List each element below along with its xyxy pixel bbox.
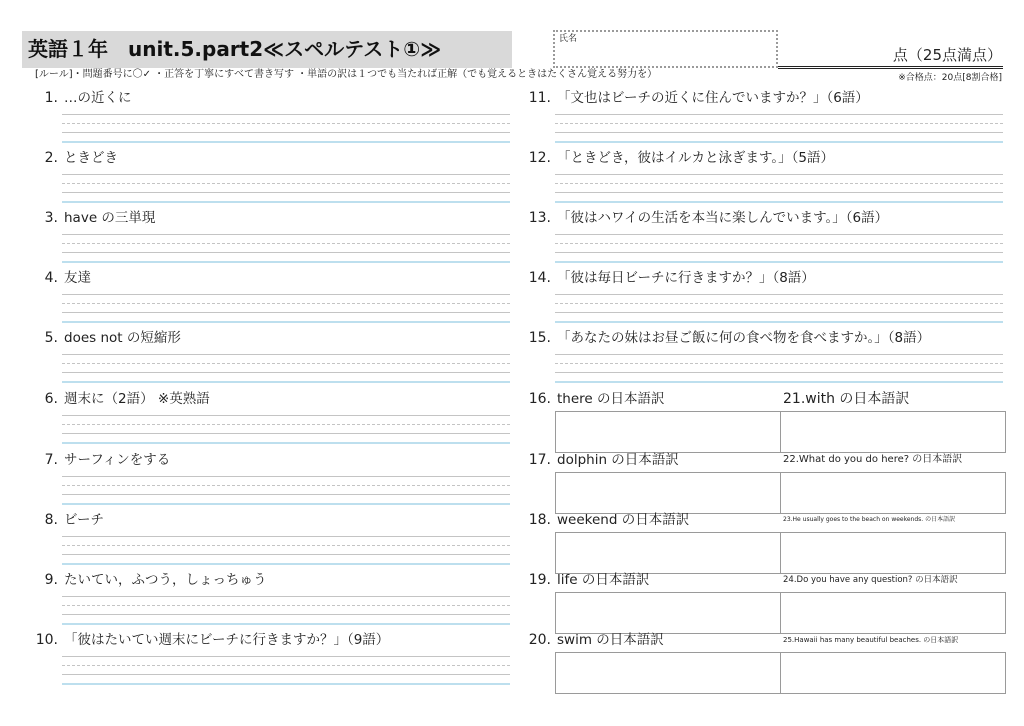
question-text: サーフィンをする <box>64 452 171 468</box>
answer-box-21 <box>780 411 1006 453</box>
question-number: 7. <box>44 452 58 468</box>
translation-row-16-21 <box>521 389 1005 453</box>
question-text: 「ときどき，彼はイルカと泳ぎます。」（5語） <box>557 150 834 166</box>
question-number: 23. <box>783 516 793 523</box>
question-text: Do you have any question? の日本語訳 <box>796 575 958 585</box>
question-text: Hawaii has many beautiful beaches. の日本語訳 <box>794 636 959 644</box>
question-text: have の三単現 <box>64 210 156 226</box>
answer-box-23 <box>780 532 1006 574</box>
writing-lines <box>555 174 1003 193</box>
question-number: 22. <box>783 454 799 465</box>
answer-box-18 <box>555 532 781 574</box>
writing-lines <box>62 476 510 495</box>
question-number: 21. <box>783 391 806 407</box>
question-text: 「彼はハワイの生活を本当に楽しんでいます。」（6語） <box>557 210 889 226</box>
question-22-label <box>783 450 1005 470</box>
question-1 <box>28 88 510 148</box>
writing-lines <box>62 596 510 615</box>
question-text: does not の短縮形 <box>64 330 181 346</box>
question-5 <box>28 328 510 388</box>
translation-row-20-25 <box>521 630 1005 694</box>
question-25-label <box>783 630 1005 650</box>
question-number: 17. <box>528 452 551 468</box>
question-number: 4. <box>44 270 58 286</box>
score-label: 点（25点満点） <box>892 46 1002 64</box>
name-label: 氏名 <box>559 34 578 44</box>
question-21-label <box>783 389 1005 409</box>
question-3 <box>28 208 510 268</box>
answer-box-25 <box>780 652 1006 694</box>
question-number: 8. <box>44 512 58 528</box>
writing-lines <box>62 656 510 675</box>
writing-lines <box>62 174 510 193</box>
question-text: He usually goes to the beach on weekends. の日本語訳 <box>792 516 956 523</box>
writing-lines <box>555 234 1003 253</box>
question-12 <box>521 148 1003 208</box>
question-4 <box>28 268 510 328</box>
answer-box-20 <box>555 652 781 694</box>
question-15 <box>521 328 1003 388</box>
question-number: 16. <box>528 391 551 407</box>
answer-box-24 <box>780 592 1006 634</box>
answer-box-17 <box>555 472 781 514</box>
question-text: 週末に（2語） ※英熟語 <box>64 391 210 407</box>
question-text: 友達 <box>64 270 91 286</box>
question-13 <box>521 208 1003 268</box>
writing-lines <box>555 114 1003 133</box>
question-6 <box>28 389 510 449</box>
question-number: 1. <box>44 90 58 106</box>
question-text: 「彼は毎日ビーチに行きますか？」（8語） <box>557 270 815 286</box>
writing-lines <box>62 415 510 434</box>
writing-lines <box>555 294 1003 313</box>
question-number: 18. <box>528 512 551 528</box>
answer-box-16 <box>555 411 781 453</box>
question-number: 19. <box>528 572 551 588</box>
question-text: swim の日本語訳 <box>557 632 664 648</box>
question-number: 9. <box>44 572 58 588</box>
question-8 <box>28 510 510 570</box>
question-7 <box>28 450 510 510</box>
question-text: with の日本語訳 <box>805 391 910 407</box>
question-text: 「あなたの妹はお昼ご飯に何の食べ物を食べますか。」（8語） <box>557 330 931 346</box>
question-text: 「文也はビーチの近くに住んでいますか？」（6語） <box>557 90 869 106</box>
question-number: 3. <box>44 210 58 226</box>
pass-note: ※合格点：20点[8割合格] <box>898 73 1002 83</box>
translation-row-18-23 <box>521 510 1005 574</box>
question-2 <box>28 148 510 208</box>
question-9 <box>28 570 510 630</box>
question-number: 13. <box>528 210 551 226</box>
question-text: What do you do here? の日本語訳 <box>798 454 963 465</box>
question-text: dolphin の日本語訳 <box>557 452 679 468</box>
question-number: 14. <box>528 270 551 286</box>
writing-lines <box>62 354 510 373</box>
question-10 <box>28 630 510 690</box>
question-number: 25. <box>783 636 795 644</box>
question-number: 5. <box>44 330 58 346</box>
question-number: 6. <box>44 391 58 407</box>
question-text: there の日本語訳 <box>557 391 665 407</box>
translation-row-17-22 <box>521 450 1005 514</box>
question-number: 2. <box>44 150 58 166</box>
question-text: 「彼はたいてい週末にビーチに行きますか？」（9語） <box>64 632 390 648</box>
name-field-box <box>553 30 778 68</box>
question-text: ビーチ <box>64 512 104 528</box>
answer-box-22 <box>780 472 1006 514</box>
translation-row-19-24 <box>521 570 1005 634</box>
question-text: life の日本語訳 <box>557 572 650 588</box>
worksheet-title: 英語１年 unit.5.part2≪スペルテスト①≫ <box>28 37 442 61</box>
writing-lines <box>62 114 510 133</box>
question-11 <box>521 88 1003 148</box>
question-number: 20. <box>528 632 551 648</box>
writing-lines <box>555 354 1003 373</box>
question-number: 12. <box>528 150 551 166</box>
question-number: 15. <box>528 330 551 346</box>
question-number: 24. <box>783 575 797 585</box>
question-text: …の近くに <box>64 90 132 106</box>
question-number: 11. <box>528 90 551 106</box>
rules-text: [ルール]・問題番号に〇✓ ・正答を丁寧にすべて書き写す ・単語の訳は１つでも当たれば正解（でも覚えるときはたくさん覚える努力を） <box>35 69 658 80</box>
writing-lines <box>62 294 510 313</box>
writing-lines <box>62 234 510 253</box>
writing-lines <box>62 536 510 555</box>
answer-box-19 <box>555 592 781 634</box>
question-24-label <box>783 570 1005 590</box>
title-banner <box>22 31 512 68</box>
question-text: weekend の日本語訳 <box>557 512 690 528</box>
question-14 <box>521 268 1003 328</box>
question-text: ときどき <box>64 150 118 166</box>
question-23-label <box>783 510 1005 530</box>
question-text: たいてい，ふつう，しょっちゅう <box>64 572 267 588</box>
question-number: 10. <box>35 632 58 648</box>
